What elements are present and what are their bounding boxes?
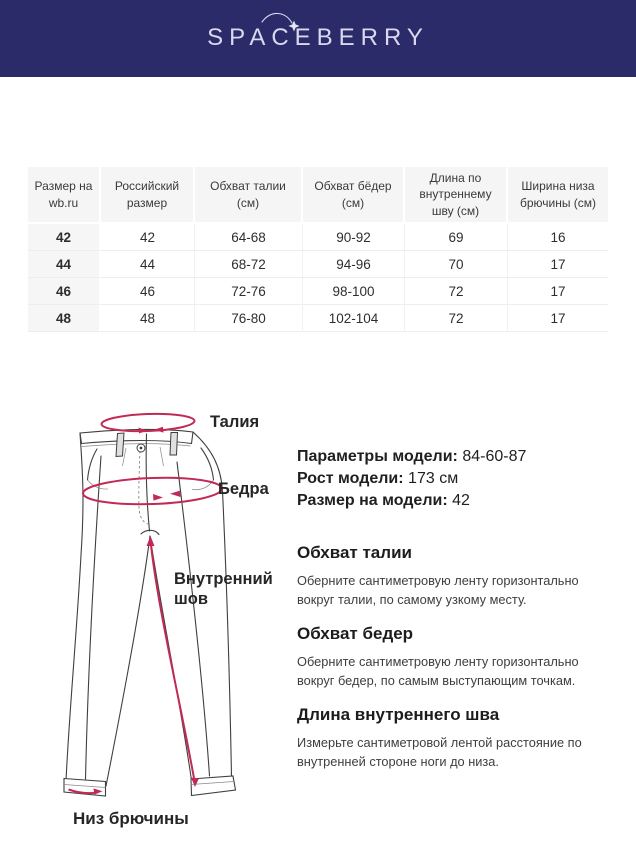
brand-logo: SPACEBERRY xyxy=(207,24,429,51)
measure-section-hips xyxy=(297,623,615,690)
table-cell: 98-100 xyxy=(303,278,405,305)
section-title: Обхват талии xyxy=(297,543,412,562)
table-cell: 42 xyxy=(101,224,195,251)
table-row xyxy=(28,224,608,251)
table-cell: 70 xyxy=(405,251,508,278)
section-title: Обхват бедер xyxy=(297,624,414,643)
table-cell: 46 xyxy=(101,278,195,305)
model-size: Размер на модели: 42 xyxy=(297,492,470,509)
section-description: Оберните сантиметровую ленту горизонтально вокруг талии, по самому узкому месту. xyxy=(297,573,579,607)
table-cell: 16 xyxy=(508,224,608,251)
size-table xyxy=(28,167,608,332)
hips-label: Бедра xyxy=(218,480,269,498)
size-table-header-cell: Ширина низа брючины (см) xyxy=(508,167,608,224)
size-table-header-row xyxy=(28,167,608,224)
table-row xyxy=(28,305,608,332)
table-cell: 48 xyxy=(28,305,101,332)
table-cell: 46 xyxy=(28,278,101,305)
model-params: Параметры модели: 84-60-87 xyxy=(297,448,527,465)
table-cell: 17 xyxy=(508,251,608,278)
table-cell: 76-80 xyxy=(195,305,303,332)
table-cell: 102-104 xyxy=(303,305,405,332)
table-cell: 90-92 xyxy=(303,224,405,251)
table-cell: 72 xyxy=(405,278,508,305)
table-cell: 17 xyxy=(508,305,608,332)
measure-section-inseam xyxy=(297,704,615,771)
measurement-info xyxy=(297,446,615,785)
inseam-label: шов xyxy=(174,590,208,608)
how-to-measure xyxy=(297,542,615,771)
section-description: Оберните сантиметровую ленту горизонтально вокруг бедер, по самым выступающим точкам. xyxy=(297,654,579,688)
brand-header xyxy=(0,0,636,77)
table-cell: 17 xyxy=(508,278,608,305)
size-table-header-cell: Российский размер xyxy=(101,167,195,224)
section-description: Измерьте сантиметровой лентой расстояние по внутренней стороне ноги до низа. xyxy=(297,735,582,769)
section-title: Длина внутреннего шва xyxy=(297,705,500,724)
table-cell: 68-72 xyxy=(195,251,303,278)
table-cell: 44 xyxy=(28,251,101,278)
pants-drawing xyxy=(64,429,236,796)
hip-measure-ellipse xyxy=(83,476,223,507)
size-table-header-cell: Длина по внутреннему шву (см) xyxy=(405,167,508,224)
size-table-header-cell: Обхват бёдер (см) xyxy=(303,167,405,224)
measure-section-waist xyxy=(297,542,615,609)
table-cell: 48 xyxy=(101,305,195,332)
size-table-header-cell: Размер на wb.ru xyxy=(28,167,101,224)
table-cell: 42 xyxy=(28,224,101,251)
table-cell: 44 xyxy=(101,251,195,278)
pants-diagram xyxy=(40,395,290,835)
table-cell: 72 xyxy=(405,305,508,332)
model-height: Рост модели: 173 см xyxy=(297,470,459,487)
table-cell: 94-96 xyxy=(303,251,405,278)
table-row xyxy=(28,278,608,305)
table-row xyxy=(28,251,608,278)
waist-label: Талия xyxy=(210,413,260,431)
hem-label: Низ брючины xyxy=(73,809,189,828)
table-cell: 64-68 xyxy=(195,224,303,251)
inseam-label: Внутренний xyxy=(174,570,273,588)
size-table-header-cell: Обхват талии (см) xyxy=(195,167,303,224)
table-cell: 72-76 xyxy=(195,278,303,305)
table-cell: 69 xyxy=(405,224,508,251)
